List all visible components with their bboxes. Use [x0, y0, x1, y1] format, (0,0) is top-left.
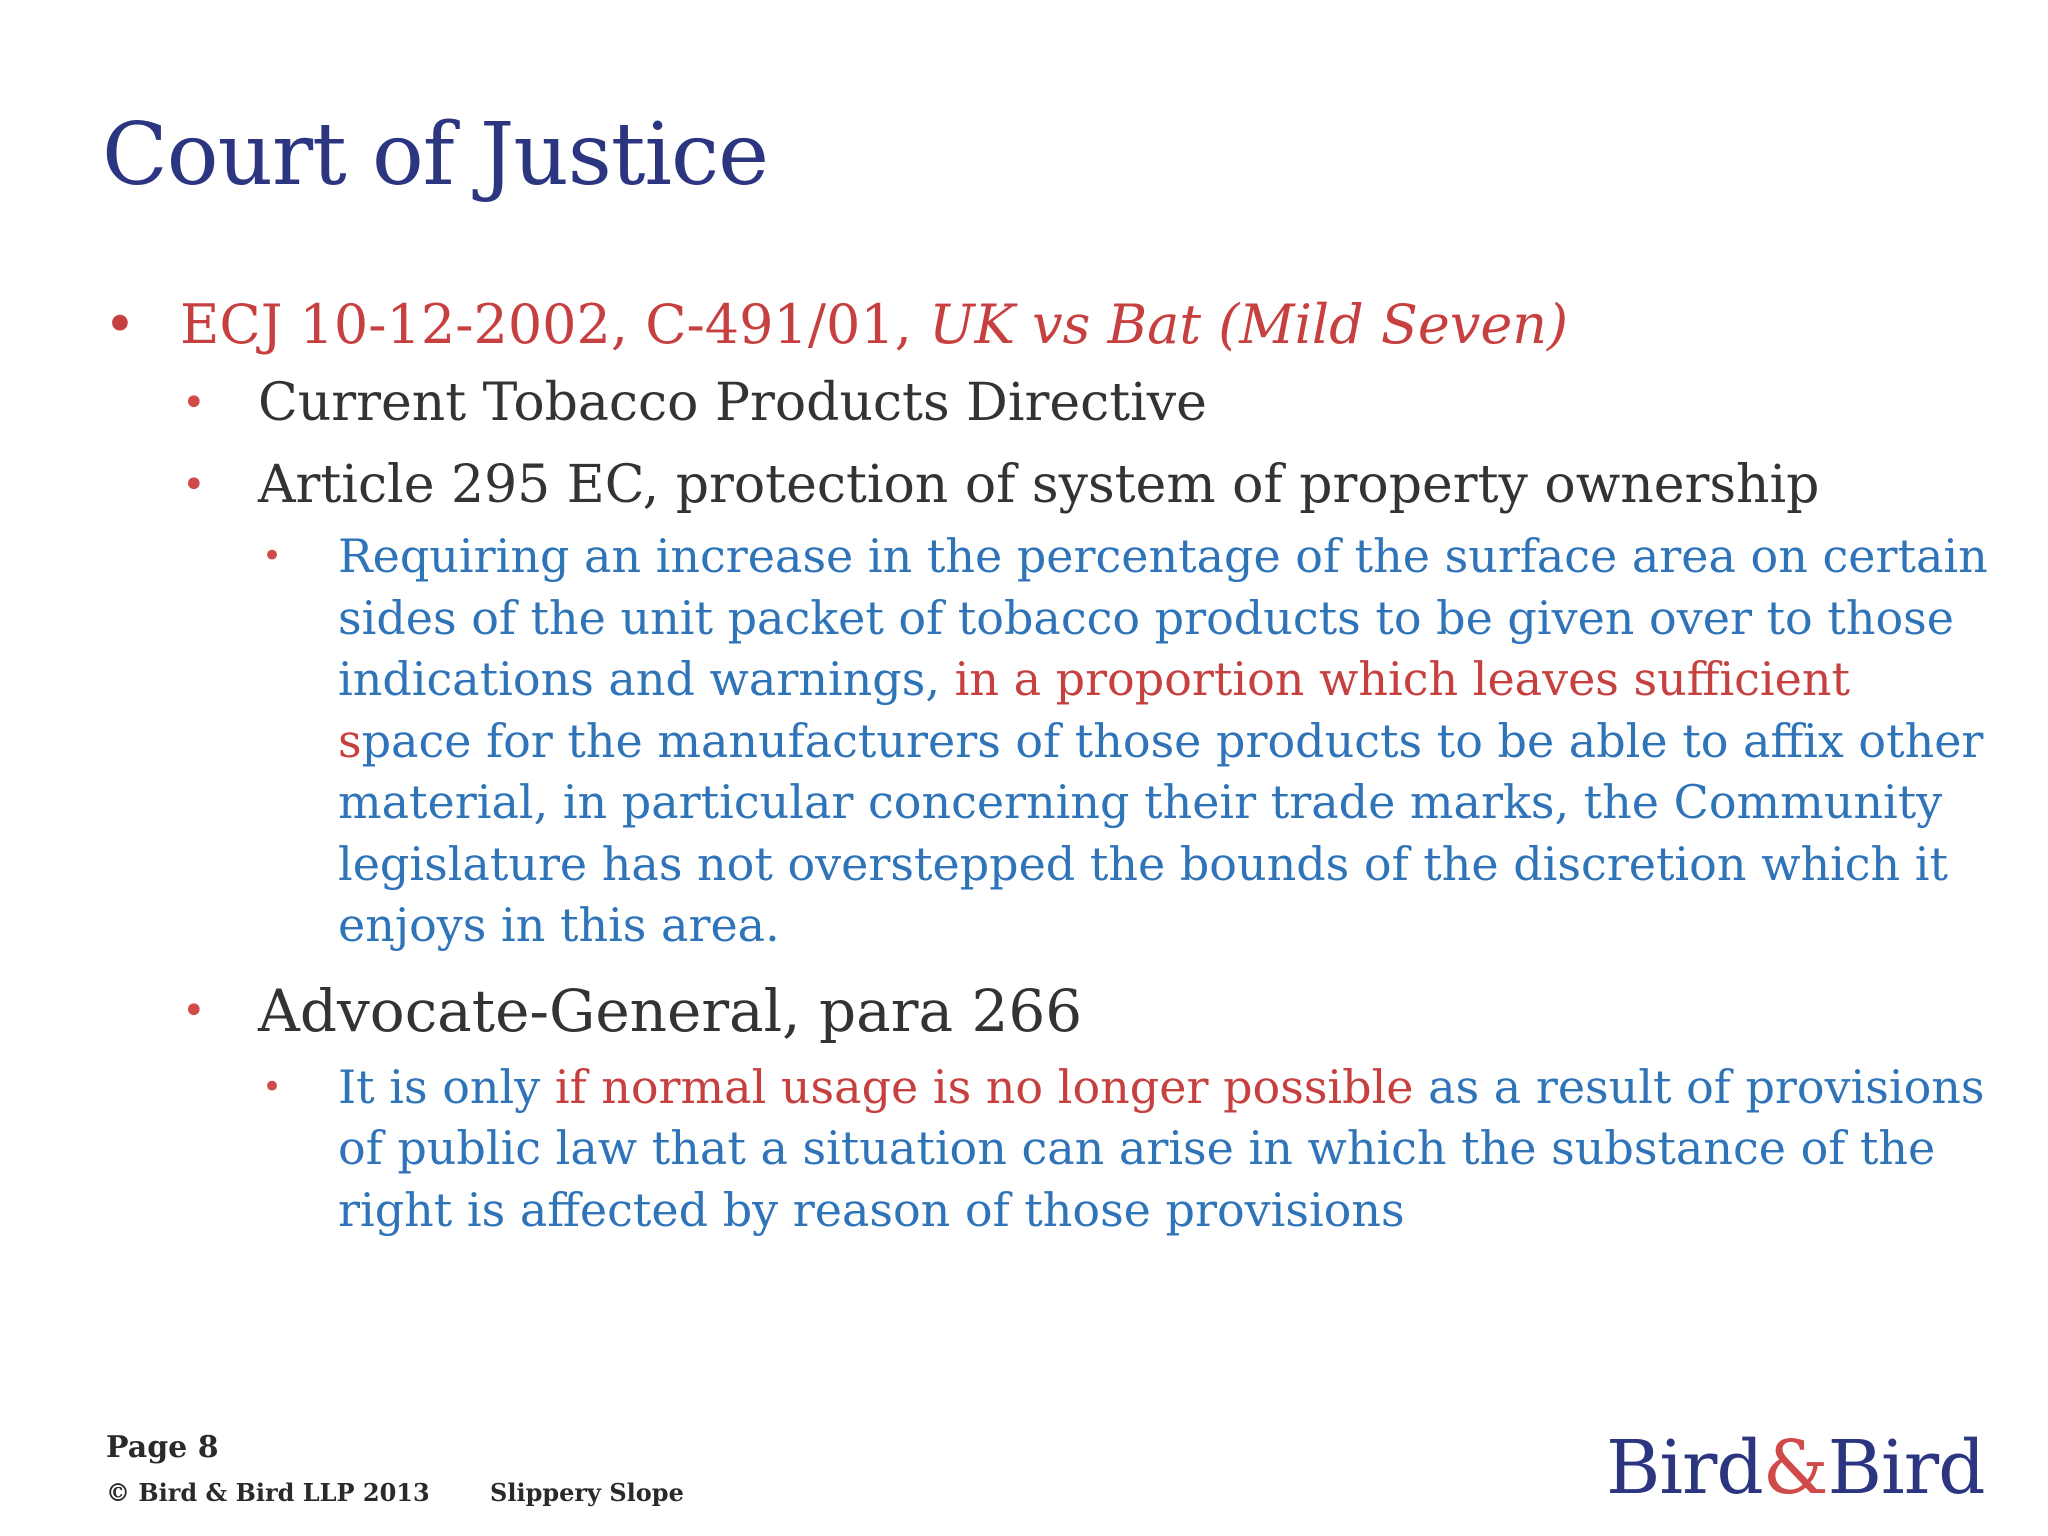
- article-text: Article 295 EC, protection of system of property ownership: [258, 455, 1820, 515]
- directive-text: Current Tobacco Products Directive: [258, 373, 1207, 433]
- bullet-case: [0, 288, 2048, 362]
- logo-left: Bird: [1606, 1425, 1763, 1511]
- case-reference: ECJ 10-12-2002, C-491/01,: [180, 293, 930, 356]
- bullet-marker: •: [182, 987, 206, 1034]
- quote2-highlight: if normal usage is no longer possible: [554, 1059, 1414, 1114]
- bullet-directive: [0, 362, 2048, 444]
- bullet-advocate: [0, 965, 2048, 1057]
- quote1-text-end: pace for the manufacturers of those products to be able to affix other material, in particular concerning their trade marks, the Community legislature has not overstepped the bounds of the discretion which it enjoys in this area.: [338, 713, 1984, 952]
- quote2-text-end: as a result of provisions of public law that a situation can arise in which the substance of the right is affected by reason of those provisions: [338, 1059, 1985, 1237]
- slide-content: [0, 288, 2048, 1249]
- bullet-quote-1: [0, 526, 2048, 957]
- bullet-marker: •: [182, 462, 206, 508]
- logo-right: Bird: [1827, 1425, 1985, 1511]
- bullet-marker: •: [104, 293, 136, 356]
- quote1-text: Requiring an increase in the percentage of the surface area on certain sides of the unit packet of tobacco products to be given over to those indications and warnings,: [338, 529, 1988, 706]
- bullet-article: [0, 444, 2048, 526]
- advocate-text: Advocate-General, para 266: [258, 976, 1083, 1045]
- bullet-marker: •: [182, 380, 206, 426]
- case-name: UK vs Bat (Mild Seven): [929, 293, 1569, 356]
- copyright-notice: © Bird & Bird LLP 2013: [106, 1478, 430, 1507]
- quote2-text: It is only: [338, 1059, 555, 1114]
- bullet-marker: •: [262, 1066, 283, 1107]
- bullet-quote-2: [0, 1057, 2048, 1242]
- quote1-highlight: in a proportion which leaves sufficient s: [338, 652, 1850, 768]
- slide-title: Court of Justice: [102, 105, 769, 205]
- logo-ampersand: &: [1762, 1425, 1828, 1511]
- document-title: Slippery Slope: [490, 1478, 684, 1507]
- bird-and-bird-logo: [1606, 1425, 1984, 1511]
- page-number: Page 8: [106, 1430, 219, 1465]
- bullet-marker: •: [262, 536, 283, 576]
